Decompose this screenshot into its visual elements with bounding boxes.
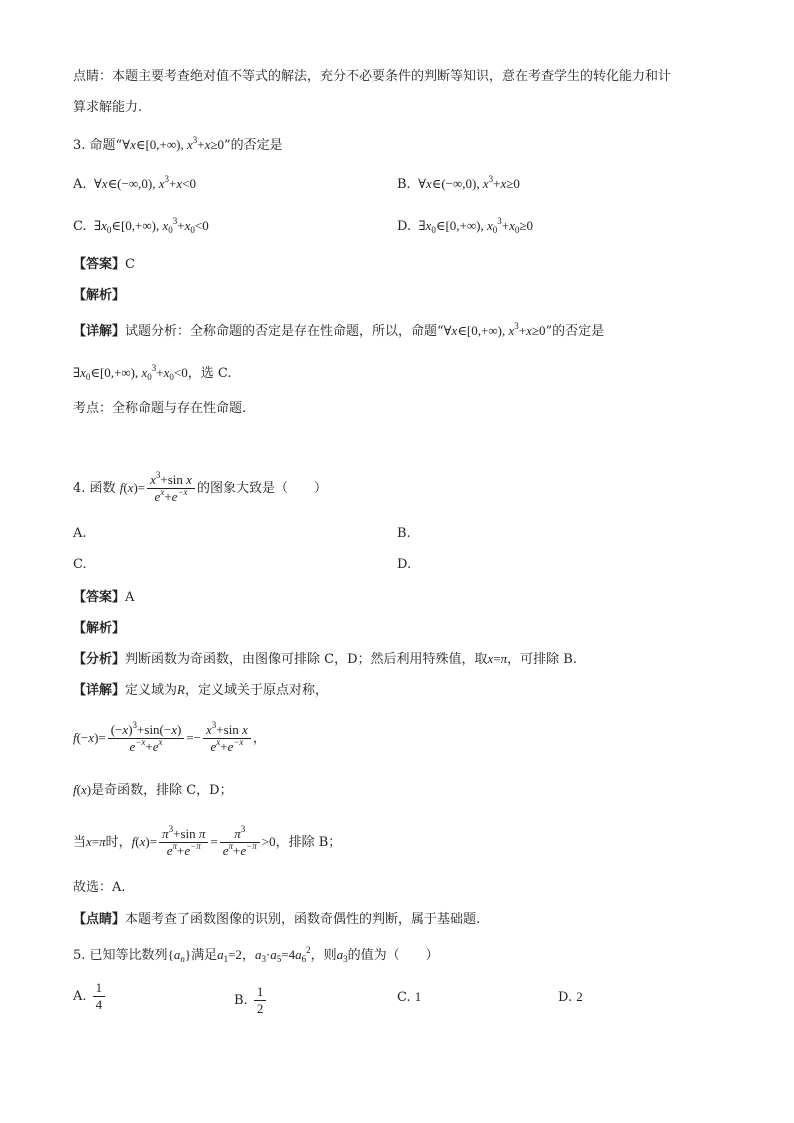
- kaodian-text: 考点：全称命题与存在性命题.: [73, 401, 247, 416]
- option-formula: $\exists x_0\in[0,+\infty)$, $x_0^3+x_0<0$: [90, 216, 209, 235]
- fraction: $\frac{\pi^3}{e^\pi+e^{-\pi}}$: [220, 826, 260, 859]
- q4-detail-line: [73, 681, 328, 700]
- option-label: C.: [397, 990, 411, 1005]
- detail-tag: 【详解】: [73, 682, 126, 697]
- q5-option-c: [397, 989, 421, 1005]
- option-label: A.: [73, 989, 87, 1004]
- stem-text: 的值为（ ）: [347, 948, 439, 963]
- option-value: 1: [414, 989, 422, 1004]
- dianjing-line-2: [73, 99, 142, 117]
- when-text: 时，: [105, 835, 132, 850]
- stem-text: ”的否定是: [224, 138, 283, 153]
- fraction: $\frac{x^3+\sin x}{e^x+e^{-x}}$: [147, 472, 195, 505]
- option-label: B.: [234, 993, 248, 1008]
- option-label: B.: [397, 177, 411, 192]
- formula: $\{a_n\}$: [167, 947, 192, 964]
- formula: ∀x∈[0,+∞), $x^3+x\ge 0$: [443, 321, 546, 338]
- fraction-numerator: 1: [254, 984, 267, 1001]
- fraction: $\frac{(-x)^3+\sin(-x)}{e^{-x}+e^x}$: [108, 722, 185, 755]
- option-formula: ∀x∈(−∞,0), $x^3+x\ge 0$: [414, 174, 520, 191]
- q4-when-line: 当x=π时，f(x)= $\frac{\pi^3+\sin \pi}{e^\pi+e^{-\pi}}$ = $\frac{\pi^3}{e^\pi+e^{-\pi}}$ >0，排除 B；: [73, 824, 342, 858]
- formula: $a_3$: [336, 947, 348, 964]
- fraction: $\frac{x^3+\sin x}{e^x+e^{-x}}$: [203, 722, 251, 755]
- q3-option-a: [73, 176, 196, 192]
- q3-analysis-tag: [73, 286, 125, 305]
- dianjing-text-cont: 算求解能力.: [73, 100, 143, 115]
- dianjing-text: 本题考查了函数图像的识别，函数奇偶性的判断，属于基础题.: [125, 912, 481, 927]
- formula: $a_1=2$: [217, 947, 242, 964]
- fraction: $\frac{\pi^3+\sin \pi}{e^\pi+e^{-\pi}}$: [159, 826, 208, 859]
- q4-odd-line: [73, 781, 233, 800]
- q4-answer: [73, 588, 134, 607]
- answer-value: A: [125, 590, 135, 605]
- when-text: ，排除 B；: [275, 835, 342, 850]
- option-label: D.: [397, 557, 412, 572]
- stem-text: 命题“: [89, 138, 123, 153]
- formula: $a_3\cdot a_5=4a_6^2$: [254, 945, 311, 964]
- q3-kaodian: [73, 400, 246, 418]
- q3-option-b: [397, 176, 520, 192]
- q3-option-d: [397, 218, 533, 234]
- option-value: 2: [576, 989, 583, 1004]
- formula: ∀x∈[0,+∞), $x^3+x\ge 0$: [122, 135, 225, 152]
- q4-option-c: [73, 557, 87, 572]
- fenxi-tag: 【分析】: [73, 651, 126, 666]
- answer-tag: 【答案】: [73, 256, 126, 271]
- option-label: B.: [397, 526, 411, 541]
- stem-text: 满足: [191, 948, 218, 963]
- q3-detail-line-1: [73, 322, 604, 341]
- stem-text: ，则: [310, 948, 337, 963]
- guxuan-text: 故选：A.: [73, 880, 126, 895]
- q5-option-d: [558, 989, 583, 1005]
- when-text: 当: [73, 835, 87, 850]
- detail-text: ，定义域关于原点对称，: [184, 683, 328, 698]
- fraction-denominator: 4: [95, 997, 103, 1012]
- dianjing-line-1: [73, 68, 671, 86]
- q4-option-b: [397, 526, 411, 541]
- option-formula: $\exists x_0\in[0,+\infty)$, $x_0^3+x_0\ge 0$: [415, 216, 534, 235]
- option-label: C.: [73, 219, 87, 234]
- analysis-tag: 【解析】: [73, 287, 126, 302]
- detail-text: 试题分析：全称命题的否定是存在性命题，所以，命题“: [125, 324, 444, 339]
- q4-fenxi: [73, 650, 577, 669]
- option-label: A.: [73, 526, 87, 541]
- stem-text: 函数: [89, 481, 116, 496]
- formula: f(−x)=: [73, 730, 106, 745]
- fraction: [93, 980, 106, 1013]
- q4-guxuan: [73, 879, 126, 897]
- q5-option-a: [73, 980, 107, 1013]
- question-number: 5.: [73, 948, 86, 963]
- option-label: D.: [558, 990, 573, 1005]
- stem-text: 的图象大致是（ ）: [196, 481, 327, 496]
- dianjing-tag: 【点睛】: [73, 911, 126, 926]
- q3-option-c: [73, 218, 209, 234]
- fraction: [254, 984, 267, 1017]
- q4-option-a: [73, 526, 87, 541]
- fenxi-text: 判断函数为奇函数，由图像可排除 C，D；然后利用特殊值，取: [125, 652, 488, 667]
- fraction-denominator: 2: [256, 1001, 264, 1016]
- option-formula: ∀x∈(−∞,0), $x^3+x<0$: [90, 174, 196, 191]
- question-5-stem: [73, 946, 439, 965]
- odd-text: 是奇函数，排除 C，D；: [91, 783, 233, 798]
- answer-value: C: [125, 257, 135, 272]
- q3-detail-line-2: [73, 364, 231, 383]
- detail-text: ，选 C.: [187, 366, 232, 381]
- q4-odd-derivation: f(−x)= $\frac{(-x)^3+\sin(-x)}{e^{-x}+e^x}$ =− $\frac{x^3+\sin x}{e^x+e^{-x}}$ ，: [73, 720, 266, 754]
- stem-text: ，: [241, 948, 255, 963]
- fenxi-text: ，可排除 B.: [507, 652, 577, 667]
- formula: x=π: [487, 651, 508, 666]
- q4-analysis-tag: [73, 619, 125, 638]
- option-label: C.: [73, 557, 87, 572]
- domain-symbol: R: [177, 682, 185, 697]
- detail-tag: 【详解】: [73, 323, 126, 338]
- q4-option-d: [397, 557, 411, 572]
- answer-tag: 【答案】: [73, 589, 126, 604]
- q5-option-b: [234, 984, 268, 1017]
- q3-answer: [73, 255, 135, 274]
- question-3-stem: [73, 136, 283, 155]
- formula: f: [119, 480, 124, 495]
- formula: $\exists x_0\in[0,+\infty)$, $x_0^3+x_0<0$: [73, 363, 188, 382]
- question-number: 4.: [73, 481, 86, 496]
- formula: x=π: [86, 834, 106, 849]
- dianjing-text: 点睛：本题主要考查绝对值不等式的解法，充分不必要条件的判断等知识，意在考查学生的转化能力和计: [73, 69, 672, 84]
- option-label: D.: [397, 219, 412, 234]
- option-label: A.: [73, 177, 87, 192]
- detail-text: ”的否定是: [545, 324, 605, 339]
- question-number: 3.: [73, 138, 86, 153]
- detail-text: 定义域为: [125, 683, 178, 698]
- q4-dianjing: [73, 910, 480, 929]
- stem-text: 已知等比数列: [89, 948, 168, 963]
- formula: f(x): [73, 782, 92, 797]
- analysis-tag: 【解析】: [73, 620, 126, 635]
- question-4-stem: 4. 函数 f(x)= $\frac{x^3+\sin x}{e^x+e^{-x}}$ 的图象大致是（ ）: [73, 470, 327, 504]
- fraction-numerator: 1: [93, 980, 106, 997]
